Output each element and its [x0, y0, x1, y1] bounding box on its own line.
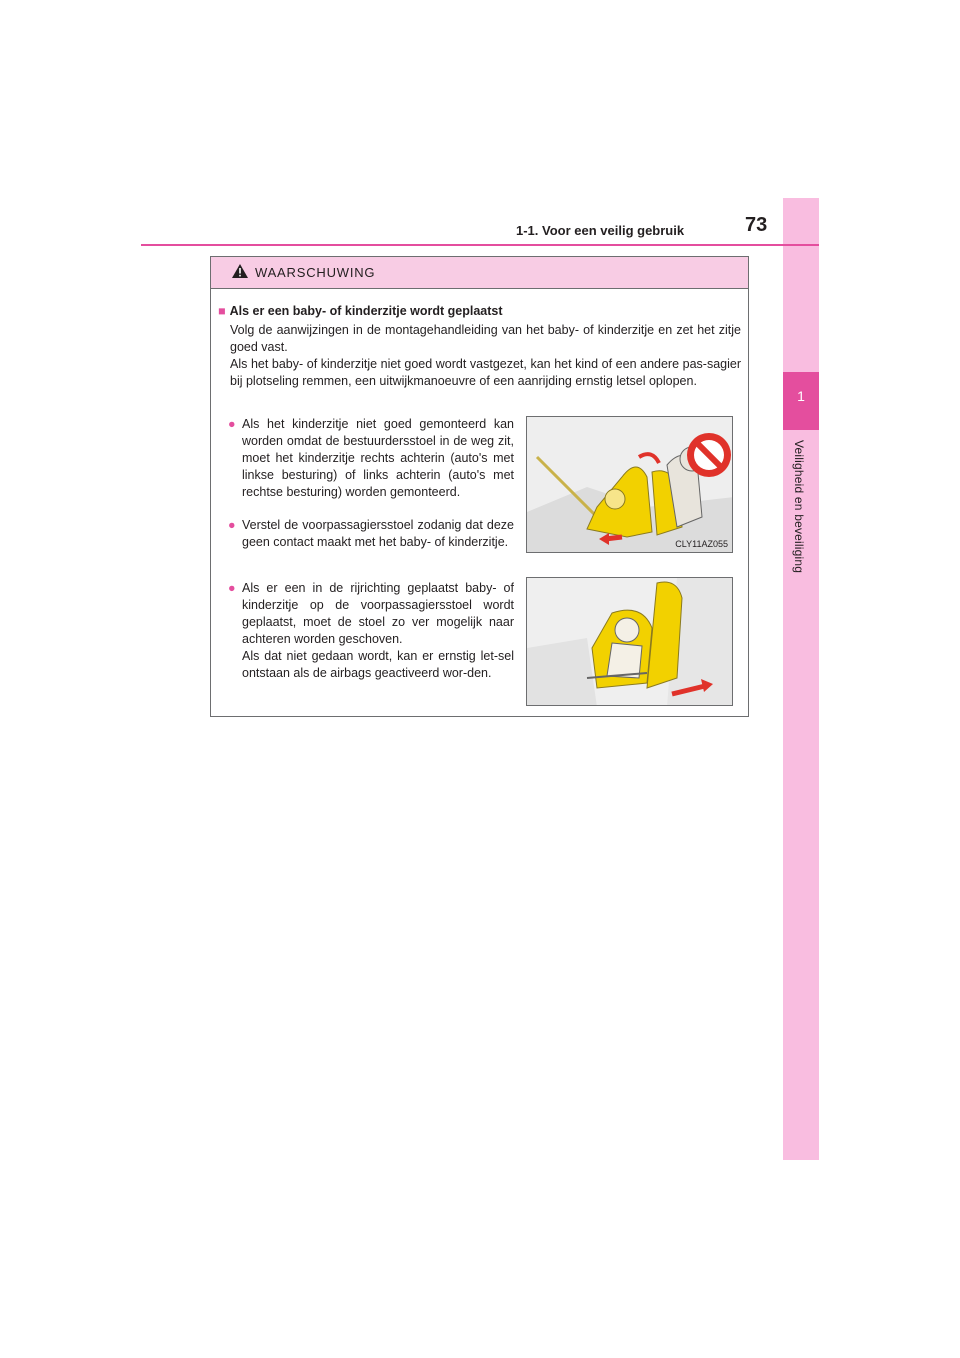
bullet-text: Verstel de voorpassagiersstoel zodanig dat deze geen contact maakt met het baby- of kinderzitje.	[242, 518, 514, 549]
intro-paragraph-1: Volg de aanwijzingen in de montagehandleiding van het baby- of kinderzitje en zet het zitje goed vast.	[230, 323, 741, 354]
illustration-child-seat-blocked	[526, 416, 733, 553]
chapter-title: Veiligheid en beveiliging	[792, 440, 806, 574]
warning-header	[211, 257, 748, 289]
warning-section-title: Als er een baby- of kinderzitje wordt geplaatst	[229, 304, 503, 318]
page-number: 73	[745, 214, 768, 236]
warning-intro	[230, 322, 741, 390]
bullet-item	[228, 517, 514, 551]
illustration-front-seat-moved-back	[526, 577, 733, 706]
warning-section-heading	[218, 304, 503, 318]
bullet-item	[228, 416, 514, 501]
child-seat-blocked-illustration	[527, 417, 733, 553]
circle-bullet-icon: ●	[228, 581, 236, 595]
bullet-text: Als er een in de rijrichting geplaatst baby- of kinderzitje op de voorpassagiersstoel wordt geplaatst, moet de stoel zo ver mogelijk naar achteren worden geschoven.	[242, 581, 514, 646]
warning-box	[210, 256, 749, 717]
warning-triangle-icon	[231, 263, 249, 279]
chapter-side-tab	[783, 198, 819, 1160]
bullet-text: Als het kinderzitje niet goed gemonteerd kan worden omdat de bestuurdersstoel in de weg zit, moet het kinderzitje rechts achterin (auto's met linkse besturing) of links achterin (auto's met rechtse besturing) worden gemonteerd.	[242, 417, 514, 499]
bullet-continuation-text: Als dat niet gedaan wordt, kan er ernstig let-sel ontstaan als de airbags geactiveerd wor-den.	[242, 649, 514, 680]
front-seat-moved-back-illustration	[527, 578, 733, 706]
bullet-item	[228, 580, 514, 682]
warning-label: WAARSCHUWING	[255, 265, 376, 280]
circle-bullet-icon: ●	[228, 518, 236, 532]
circle-bullet-icon: ●	[228, 417, 236, 431]
header-rule	[141, 244, 819, 246]
square-bullet-icon: ■	[218, 304, 226, 318]
image-code-label: CLY11AZ055	[675, 539, 728, 549]
intro-paragraph-2: Als het baby- of kinderzitje niet goed wordt vastgezet, kan het kind of een andere pas-sagier bij plotseling remmen, een uitwijkmanoeuvre of een aanrijding ernstig letsel oplopen.	[230, 357, 741, 388]
section-header-title: 1-1. Voor een veilig gebruik	[516, 223, 685, 238]
chapter-number: 1	[797, 388, 805, 404]
